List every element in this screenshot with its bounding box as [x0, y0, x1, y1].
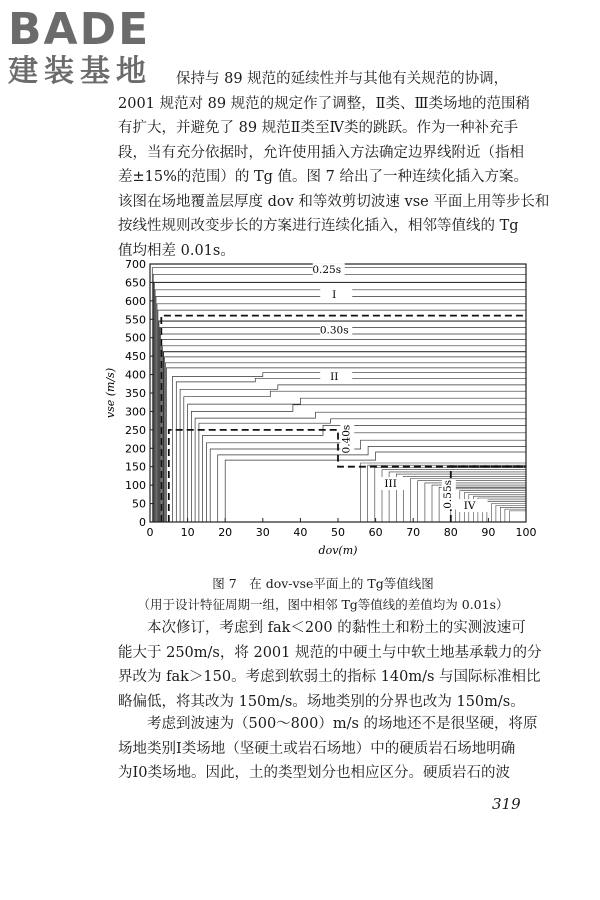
paragraph-wave-speed [118, 712, 538, 786]
x-tick-label: 10 [180, 526, 195, 539]
contour-label: 0.55s [441, 479, 454, 509]
y-tick-label: 400 [125, 368, 146, 382]
y-tick-label: 500 [125, 331, 146, 345]
figure-caption: 图 7 在 dov-vse平面上的 Tg等值线图 [212, 576, 434, 591]
contour-labels [312, 263, 487, 512]
y-tick-label: 700 [125, 258, 146, 271]
text-line: 保持与 89 规范的延续性并与其他有关规范的协调， [176, 71, 509, 87]
x-tick-label: 80 [443, 526, 458, 539]
text-line: 界改为 fak＞150。考虑到软弱土的指标 140m/s 与国际标准相比 [118, 669, 541, 685]
text-line: 差±15%的范围）的 Tg 值。图 7 给出了一种连续化插入方案。 [118, 169, 528, 185]
contour-label: II [330, 371, 339, 384]
page-number: 319 [492, 795, 521, 813]
tg-contour-chart [100, 258, 540, 568]
y-axis-label: vse (m/s) [104, 367, 117, 419]
text-line: 场地类别Ⅰ类场地（坚硬土或岩石场地）中的硬质岩石场地明确 [118, 740, 516, 757]
logo-tagline: 建装基地 [8, 54, 152, 89]
y-tick-label: 550 [125, 313, 146, 327]
contour-line [510, 511, 527, 522]
text-line: 该图在场地覆盖层厚度 dov 和等效剪切波速 vse 平面上用等步长和 [118, 193, 550, 210]
contour-line [487, 502, 526, 522]
text-line: 考虑到波速为（500～800）m/s 的场地还不是很坚硬，将原 [147, 716, 538, 732]
paragraph-revision [118, 616, 542, 714]
paragraph-intro [118, 67, 550, 263]
text-line: 按线性规则改变步长的方案进行连续化插入，相邻等值线的 Tg [118, 218, 519, 234]
logo-brand: BADE [8, 4, 151, 55]
text-line: 段，当有充分依据时，允许使用插入方法确定边界线附近（指相 [118, 144, 524, 161]
contour-label: I [332, 288, 337, 301]
text-line: 2001 规范对 89 规范的规定作了调整，Ⅱ类、Ⅲ类场地的范围稍 [118, 95, 531, 112]
x-axis-label: dov(m) [318, 544, 358, 557]
contour-line [389, 472, 526, 522]
text-line: 值均相差 0.01s。 [118, 242, 235, 259]
contour-line [158, 310, 526, 522]
y-tick-label: 150 [125, 460, 146, 474]
x-tick-label: 40 [293, 526, 308, 539]
contour-line [500, 507, 526, 522]
text-line: 能大于 250m/s，将 2001 规范的中硬土与中软土地基承载力的分 [118, 644, 542, 661]
contour-label: III [384, 477, 397, 490]
contour-line [152, 268, 526, 522]
x-tick-label: 70 [406, 526, 421, 539]
contour-label: 0.30s [319, 324, 349, 337]
contour-line [491, 504, 526, 522]
y-tick-label: 100 [125, 479, 146, 493]
contour-label: 0.40s [340, 424, 353, 454]
y-tick-label: 300 [125, 405, 146, 419]
y-tick-label: 650 [125, 276, 146, 290]
x-tick-label: 30 [255, 526, 270, 539]
text-line: 有扩大，并避免了 89 规范Ⅱ类至Ⅳ类的跳跃。作为一种补充手 [118, 120, 519, 136]
contour-label: IV [463, 500, 476, 513]
y-tick-label: 450 [125, 350, 146, 364]
x-tick-label: 90 [481, 526, 496, 539]
y-tick-label: 350 [125, 387, 146, 400]
text-line: 本次修订，考虑到 fak＜200 的黏性土和粉土的实测波速可 [147, 620, 526, 636]
x-tick-label: 50 [331, 526, 345, 539]
contour-lines [152, 268, 526, 522]
text-line: 为Ⅰ0类场地。因此，土的类型划分也相应区分。硬质岩石的波 [118, 765, 510, 781]
figure-note: （用于设计特征周期一组，图中相邻 Tg等值线的差值均为 0.01s） [137, 597, 509, 612]
y-tick-label: 0 [139, 516, 146, 529]
x-tick-label: 20 [218, 526, 233, 539]
y-tick-label: 250 [125, 423, 146, 437]
x-tick-label: 60 [368, 526, 383, 539]
y-tick-label: 200 [125, 442, 146, 456]
x-tick-label: 100 [515, 526, 537, 539]
contour-label: 0.25s [312, 264, 342, 277]
x-tick-label: 0 [146, 526, 154, 539]
text-line: 略偏低，将其改为 150m/s。场地类别的分界也改为 150m/s。 [118, 693, 525, 710]
y-tick-label: 600 [125, 294, 146, 308]
y-tick-label: 50 [132, 497, 146, 511]
contour-line [157, 304, 526, 522]
